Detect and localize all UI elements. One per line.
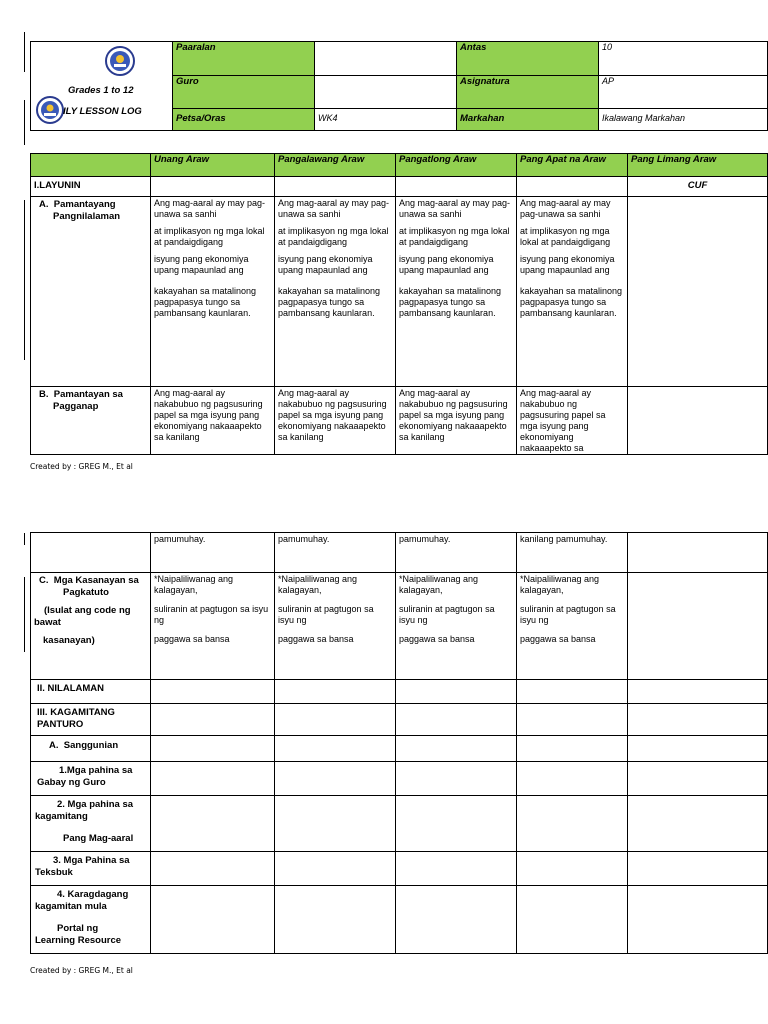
label-line-3: Pang Mag-aaral [63,833,134,844]
logo-cell [31,42,173,131]
pamantayan-pagganap-label [31,387,151,455]
label-line-1: 4. Karagdagang [57,889,129,900]
margin-line [24,533,25,545]
markahan-label: Markahan [457,109,599,131]
gabay-guro-label [31,762,151,796]
guro-label: Guro [173,76,315,109]
cell-text: Ang mag-aaral ay may pag-unawa sa sanhi [399,198,511,219]
lesson-table-page2 [30,532,768,954]
label-text: Sanggunian [63,740,119,751]
continuation-day3: pamumuhay. [396,533,517,573]
label-letter-a: A. [39,199,49,210]
label-line-2: kagamitan mula [35,901,107,912]
footer-credit: Created by : GREG M., Et al [30,966,133,975]
margin-line [24,32,25,72]
label-line-4: bawat [34,617,61,628]
cell-text: paggawa sa bansa [520,634,596,644]
kasanayan-label [31,573,151,680]
cell-text: isyung pang ekonomiya upang mapaunlad ang [278,254,373,275]
header-table [30,41,768,131]
cell-text: isyung pang ekonomiya upang mapaunlad ang [154,254,249,275]
label-letter-c: C. [39,575,49,586]
cell-text: Ang mag-aaral ay may pag-unawa sa sanhi [154,198,266,219]
cell-text: at implikasyon ng mga lokal at pandaigdigang [154,226,265,247]
kagamitan-label [31,704,151,736]
nilalaman-day5 [628,197,768,387]
label-line-2: Gabay ng Guro [37,777,106,788]
lesson-table-page1 [30,153,768,455]
nilalaman-day4 [517,197,628,387]
nilalaman-day2 [275,197,396,387]
markahan-value[interactable]: Ikalawang Markahan [599,109,768,131]
label-letter-a: A. [49,740,59,751]
continuation-day1: pamumuhay. [151,533,275,573]
continuation-day2: pamumuhay. [275,533,396,573]
teksbuk-label [31,852,151,886]
label-line-2: Teksbuk [35,867,73,878]
pagganap-day4: Ang mag-aaral ay nakabubuo ng pagsusuring papel sa mga isyung pang ekonomiyang nakaaapekto sa [517,387,628,455]
corner-header [31,154,151,177]
label-line-2: Pagkatuto [63,587,109,598]
cell-text: *Naipaliliwanag ang kalagayan, [154,574,234,595]
cell-text: kakayahan sa matalinong pagpapasya tungo sa pambansang kaunlaran. [399,286,502,318]
footer-credit: Created by : GREG M., Et al [30,462,133,471]
nilalaman-day3 [396,197,517,387]
cell-text: suliranin at pagtugon sa isyu ng [520,604,616,625]
nilalaman-day1 [151,197,275,387]
label-line-4: Learning Resource [35,935,122,946]
deped-seal-icon [105,46,135,76]
continuation-day5 [628,533,768,573]
day-header-2: Pangalawang Araw [275,154,396,177]
petsa-value[interactable]: WK4 [315,109,457,131]
label-line-3: (Isulat ang code ng [44,605,131,616]
cell-text: paggawa sa bansa [154,634,230,644]
kasanayan-day2 [275,573,396,680]
layunin-day3 [396,177,517,197]
cell-text: at implikasyon ng mga lokal at pandaigdigang [399,226,510,247]
margin-line [24,577,25,652]
asignatura-value[interactable]: AP [599,76,768,109]
label-line-1: 2. Mga pahina sa [57,799,134,810]
continuation-day4: kanilang pamumuhay. [517,533,628,573]
paaralan-label: Paaralan [173,42,315,76]
cell-text: suliranin at pagtugon sa isyu ng [154,604,269,625]
cell-text: kakayahan sa matalinong pagpapasya tungo sa pambansang kaunlaran. [278,286,381,318]
cell-text: Ang mag-aaral ay may pag-unawa sa sanhi [520,198,611,219]
kasanayan-day3 [396,573,517,680]
pagganap-day5 [628,387,768,455]
grades-label: Grades 1 to 12 [68,85,134,96]
day-header-4: Pang Apat na Araw [517,154,628,177]
cell-text: *Naipaliliwanag ang kalagayan, [278,574,358,595]
kasanayan-day4 [517,573,628,680]
cell-text: at implikasyon ng mga lokal at pandaigdigang [520,226,611,247]
cell-text: paggawa sa bansa [278,634,354,644]
layunin-day4 [517,177,628,197]
nilalaman-label: II. NILALAMAN [31,680,151,704]
antas-label: Antas [457,42,599,76]
layunin-day2 [275,177,396,197]
pagganap-day1: Ang mag-aaral ay nakabubuo ng pagsusuring papel sa mga isyung pang ekonomiyang nakaaapekto sa kanilang [151,387,275,455]
cell-text: *Naipaliliwanag ang kalagayan, [520,574,600,595]
label-line-2: Pagganap [53,401,99,412]
label-line-1: 3. Mga Pahina sa [53,855,130,866]
label-line-1: Pamantayang [53,199,116,210]
antas-value[interactable]: 10 [599,42,768,76]
layunin-day1 [151,177,275,197]
asignatura-label: Asignatura [457,76,599,109]
day-header-1: Unang Araw [151,154,275,177]
layunin-label: I.LAYUNIN [31,177,151,197]
margin-line [24,200,25,360]
cell-text: suliranin at pagtugon sa isyu ng [278,604,374,625]
pagganap-day2: Ang mag-aaral ay nakabubuo ng pagsusuring papel sa mga isyung pang ekonomiyang nakaaapekto sa kanilang [275,387,396,455]
kasanayan-day1 [151,573,275,680]
label-line-1: Mga Kasanayan sa [53,575,139,586]
karagdagang-kagamitan-label [31,886,151,954]
pamantayang-nilalaman-label [31,197,151,387]
label-line-5: kasanayan) [43,635,95,646]
continuation-label [31,533,151,573]
label-line-2: kagamitang [35,811,88,822]
cell-text: isyung pang ekonomiya upang mapaunlad ang [520,254,615,275]
label-line-1: 1.Mga pahina sa [59,765,133,776]
margin-line [24,100,25,145]
guro-value[interactable] [315,76,457,109]
kagamitang-mag-aaral-label [31,796,151,852]
label-letter-b: B. [39,389,49,400]
cell-text: at implikasyon ng mga lokal at pandaigdigang [278,226,389,247]
cell-text: suliranin at pagtugon sa isyu ng [399,604,495,625]
layunin-day5: CUF [628,177,768,197]
label-line-1: III. KAGAMITANG [37,707,115,718]
petsa-label: Petsa/Oras [173,109,315,131]
label-line-1: Pamantayan sa [53,389,123,400]
kasanayan-day5 [628,573,768,680]
cell-text: Ang mag-aaral ay may pag-unawa sa sanhi [278,198,390,219]
cell-text: *Naipaliliwanag ang kalagayan, [399,574,479,595]
lesson-log-title: ILY LESSON LOG [63,106,142,117]
cell-text: isyung pang ekonomiya upang mapaunlad ang [399,254,494,275]
pagganap-day3: Ang mag-aaral ay nakabubuo ng pagsusuring papel sa mga isyung pang ekonomiyang nakaaapekto sa kanilang [396,387,517,455]
label-line-2: PANTURO [37,719,84,730]
label-line-3: Portal ng [57,923,99,934]
sanggunian-label [31,736,151,762]
cell-text: kakayahan sa matalinong pagpapasya tungo sa pambansang kaunlaran. [520,286,623,318]
cell-text: paggawa sa bansa [399,634,475,644]
label-line-2: Pangnilalaman [53,211,121,222]
cell-text: kakayahan sa matalinong pagpapasya tungo sa pambansang kaunlaran. [154,286,257,318]
deped-seal-icon [36,96,64,124]
day-header-3: Pangatlong Araw [396,154,517,177]
paaralan-value[interactable] [315,42,457,76]
day-header-5: Pang Limang Araw [628,154,768,177]
